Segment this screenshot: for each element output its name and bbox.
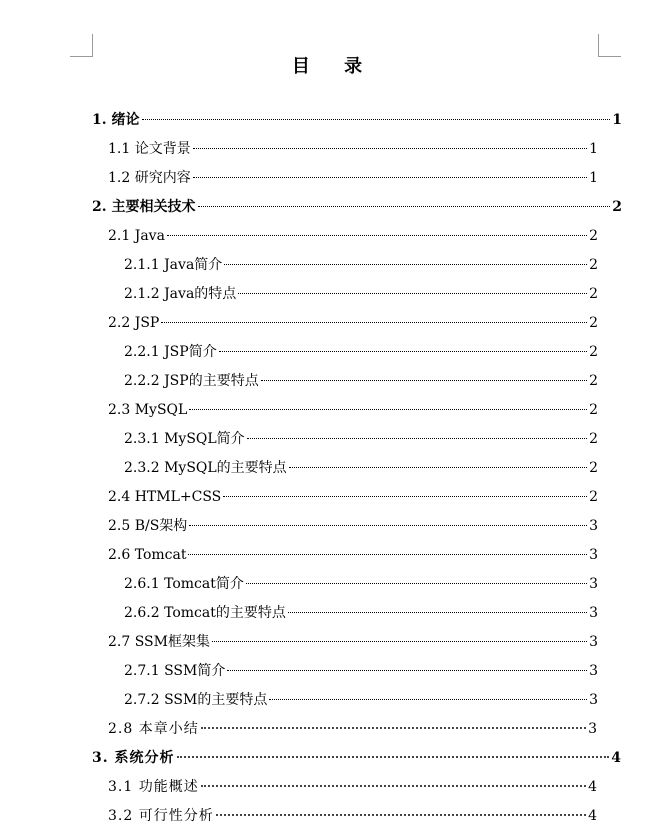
toc-entry-label: 2.2.1 JSP简介	[124, 344, 217, 360]
toc-entry-label: 2.5 B/S架构	[108, 518, 188, 534]
toc-dot-leader	[289, 467, 587, 468]
toc-entry[interactable]	[108, 168, 598, 188]
toc-entry[interactable]	[108, 400, 598, 420]
toc-entry-page: 2	[589, 373, 598, 389]
toc-dot-leader	[189, 525, 587, 526]
toc-entry-page: 2	[612, 199, 622, 215]
toc-entry[interactable]	[124, 342, 598, 362]
toc-entry-page: 1	[589, 141, 598, 157]
toc-entry-label: 3.2 可行性分析	[108, 808, 214, 824]
toc-entry-label: 3. 系统分析	[92, 750, 175, 766]
toc-entry[interactable]	[124, 429, 598, 449]
toc-entry-page: 2	[589, 431, 598, 447]
toc-dot-leader	[238, 293, 587, 294]
toc-entry-label: 2.7 SSM框架集	[108, 634, 210, 650]
toc-entry[interactable]	[124, 371, 598, 391]
toc-entry-page: 2	[589, 489, 598, 505]
toc-dot-leader	[167, 235, 587, 236]
toc-entry-label: 2.3.1 MySQL简介	[124, 431, 245, 447]
toc-dot-leader	[269, 699, 587, 700]
toc-entry-page: 2	[589, 402, 598, 418]
toc-entry-label: 2.1.2 Java的特点	[124, 286, 237, 302]
toc-entry[interactable]	[124, 661, 598, 681]
toc-entry-page: 3	[589, 547, 598, 563]
toc-entry-label: 1. 绪论	[92, 112, 140, 128]
toc-entry-label: 2.6 Tomcat	[108, 547, 187, 563]
toc-entry-page: 3	[588, 721, 598, 737]
toc-dot-leader	[224, 264, 587, 265]
toc-entry-label: 2.3 MySQL	[108, 402, 188, 418]
toc-dot-leader	[227, 670, 587, 671]
toc-entry-label: 3.1 功能概述	[108, 779, 199, 795]
toc-entry[interactable]	[108, 632, 598, 652]
toc-dot-leader	[188, 554, 587, 555]
toc-entry-page: 1	[612, 112, 622, 128]
toc-entry[interactable]	[124, 255, 598, 275]
toc-entry[interactable]	[108, 719, 598, 739]
toc-entry[interactable]	[124, 458, 598, 478]
toc-dot-leader	[177, 756, 610, 758]
toc-entry[interactable]	[108, 226, 598, 246]
toc-entry-page: 2	[589, 460, 598, 476]
toc-entry-label: 2.2 JSP	[108, 315, 160, 331]
toc-entry-page: 4	[611, 750, 622, 766]
toc-entry-label: 1.1 论文背景	[108, 141, 191, 157]
toc-entry[interactable]	[92, 197, 622, 217]
toc-dot-leader	[216, 814, 586, 816]
toc-dot-leader	[142, 119, 611, 120]
toc-dot-leader	[189, 409, 587, 410]
toc-entry[interactable]	[92, 110, 622, 130]
toc-entry-page: 2	[589, 228, 598, 244]
toc-dot-leader	[247, 438, 587, 439]
toc-entry-page: 1	[589, 170, 598, 186]
toc-entry[interactable]	[108, 806, 598, 826]
toc-entry-label: 2.2.2 JSP的主要特点	[124, 373, 259, 389]
toc-entry-page: 3	[589, 518, 598, 534]
toc-entry-page: 4	[588, 808, 598, 824]
toc-entry-page: 2	[589, 315, 598, 331]
toc-entry-label: 2.7.2 SSM的主要特点	[124, 692, 268, 708]
toc-entry[interactable]	[108, 516, 598, 536]
toc-entry[interactable]	[124, 690, 598, 710]
toc-entry-label: 2.6.2 Tomcat的主要特点	[124, 605, 286, 621]
toc-entry-page: 3	[589, 605, 598, 621]
toc-entry-page: 3	[589, 692, 598, 708]
toc-dot-leader	[193, 148, 587, 149]
toc-entry-page: 2	[589, 286, 598, 302]
toc-entry-label: 2.6.1 Tomcat简介	[124, 576, 244, 592]
toc-entry-label: 2.1.1 Java简介	[124, 257, 223, 273]
toc-entry[interactable]	[108, 777, 598, 797]
toc-entry-label: 2.3.2 MySQL的主要特点	[124, 460, 287, 476]
toc-dot-leader	[246, 583, 587, 584]
toc-entry-label: 2.7.1 SSM简介	[124, 663, 226, 679]
toc-entry-label: 2.8 本章小结	[108, 721, 199, 737]
toc-entry-label: 2.4 HTML+CSS	[108, 489, 222, 505]
toc-entry[interactable]	[108, 545, 598, 565]
toc-dot-leader	[161, 322, 587, 323]
toc-entry-page: 2	[589, 344, 598, 360]
toc-dot-leader	[261, 380, 587, 381]
toc-entry[interactable]	[124, 603, 598, 623]
toc-title: 目 录	[291, 56, 377, 77]
toc-dot-leader	[198, 206, 611, 207]
toc-entry-page: 3	[589, 634, 598, 650]
toc-entry[interactable]	[108, 487, 598, 507]
toc-dot-leader	[201, 727, 586, 729]
toc-dot-leader	[201, 785, 586, 787]
toc-dot-leader	[288, 612, 587, 613]
toc-entry-label: 2. 主要相关技术	[92, 199, 196, 215]
toc-entry[interactable]	[92, 748, 622, 768]
toc-entry[interactable]	[124, 574, 598, 594]
toc-entry-label: 1.2 研究内容	[108, 170, 191, 186]
toc-entry-page: 3	[589, 576, 598, 592]
toc-entry[interactable]	[108, 139, 598, 159]
toc-entry-page: 4	[588, 779, 598, 795]
toc-dot-leader	[219, 351, 587, 352]
toc-dot-leader	[193, 177, 587, 178]
toc-entry-label: 2.1 Java	[108, 228, 165, 244]
toc-entry[interactable]	[124, 284, 598, 304]
toc-entry-page: 2	[589, 257, 598, 273]
toc-dot-leader	[223, 496, 587, 497]
toc-entry-page: 3	[589, 663, 598, 679]
toc-entry[interactable]	[108, 313, 598, 333]
toc-dot-leader	[212, 641, 587, 642]
